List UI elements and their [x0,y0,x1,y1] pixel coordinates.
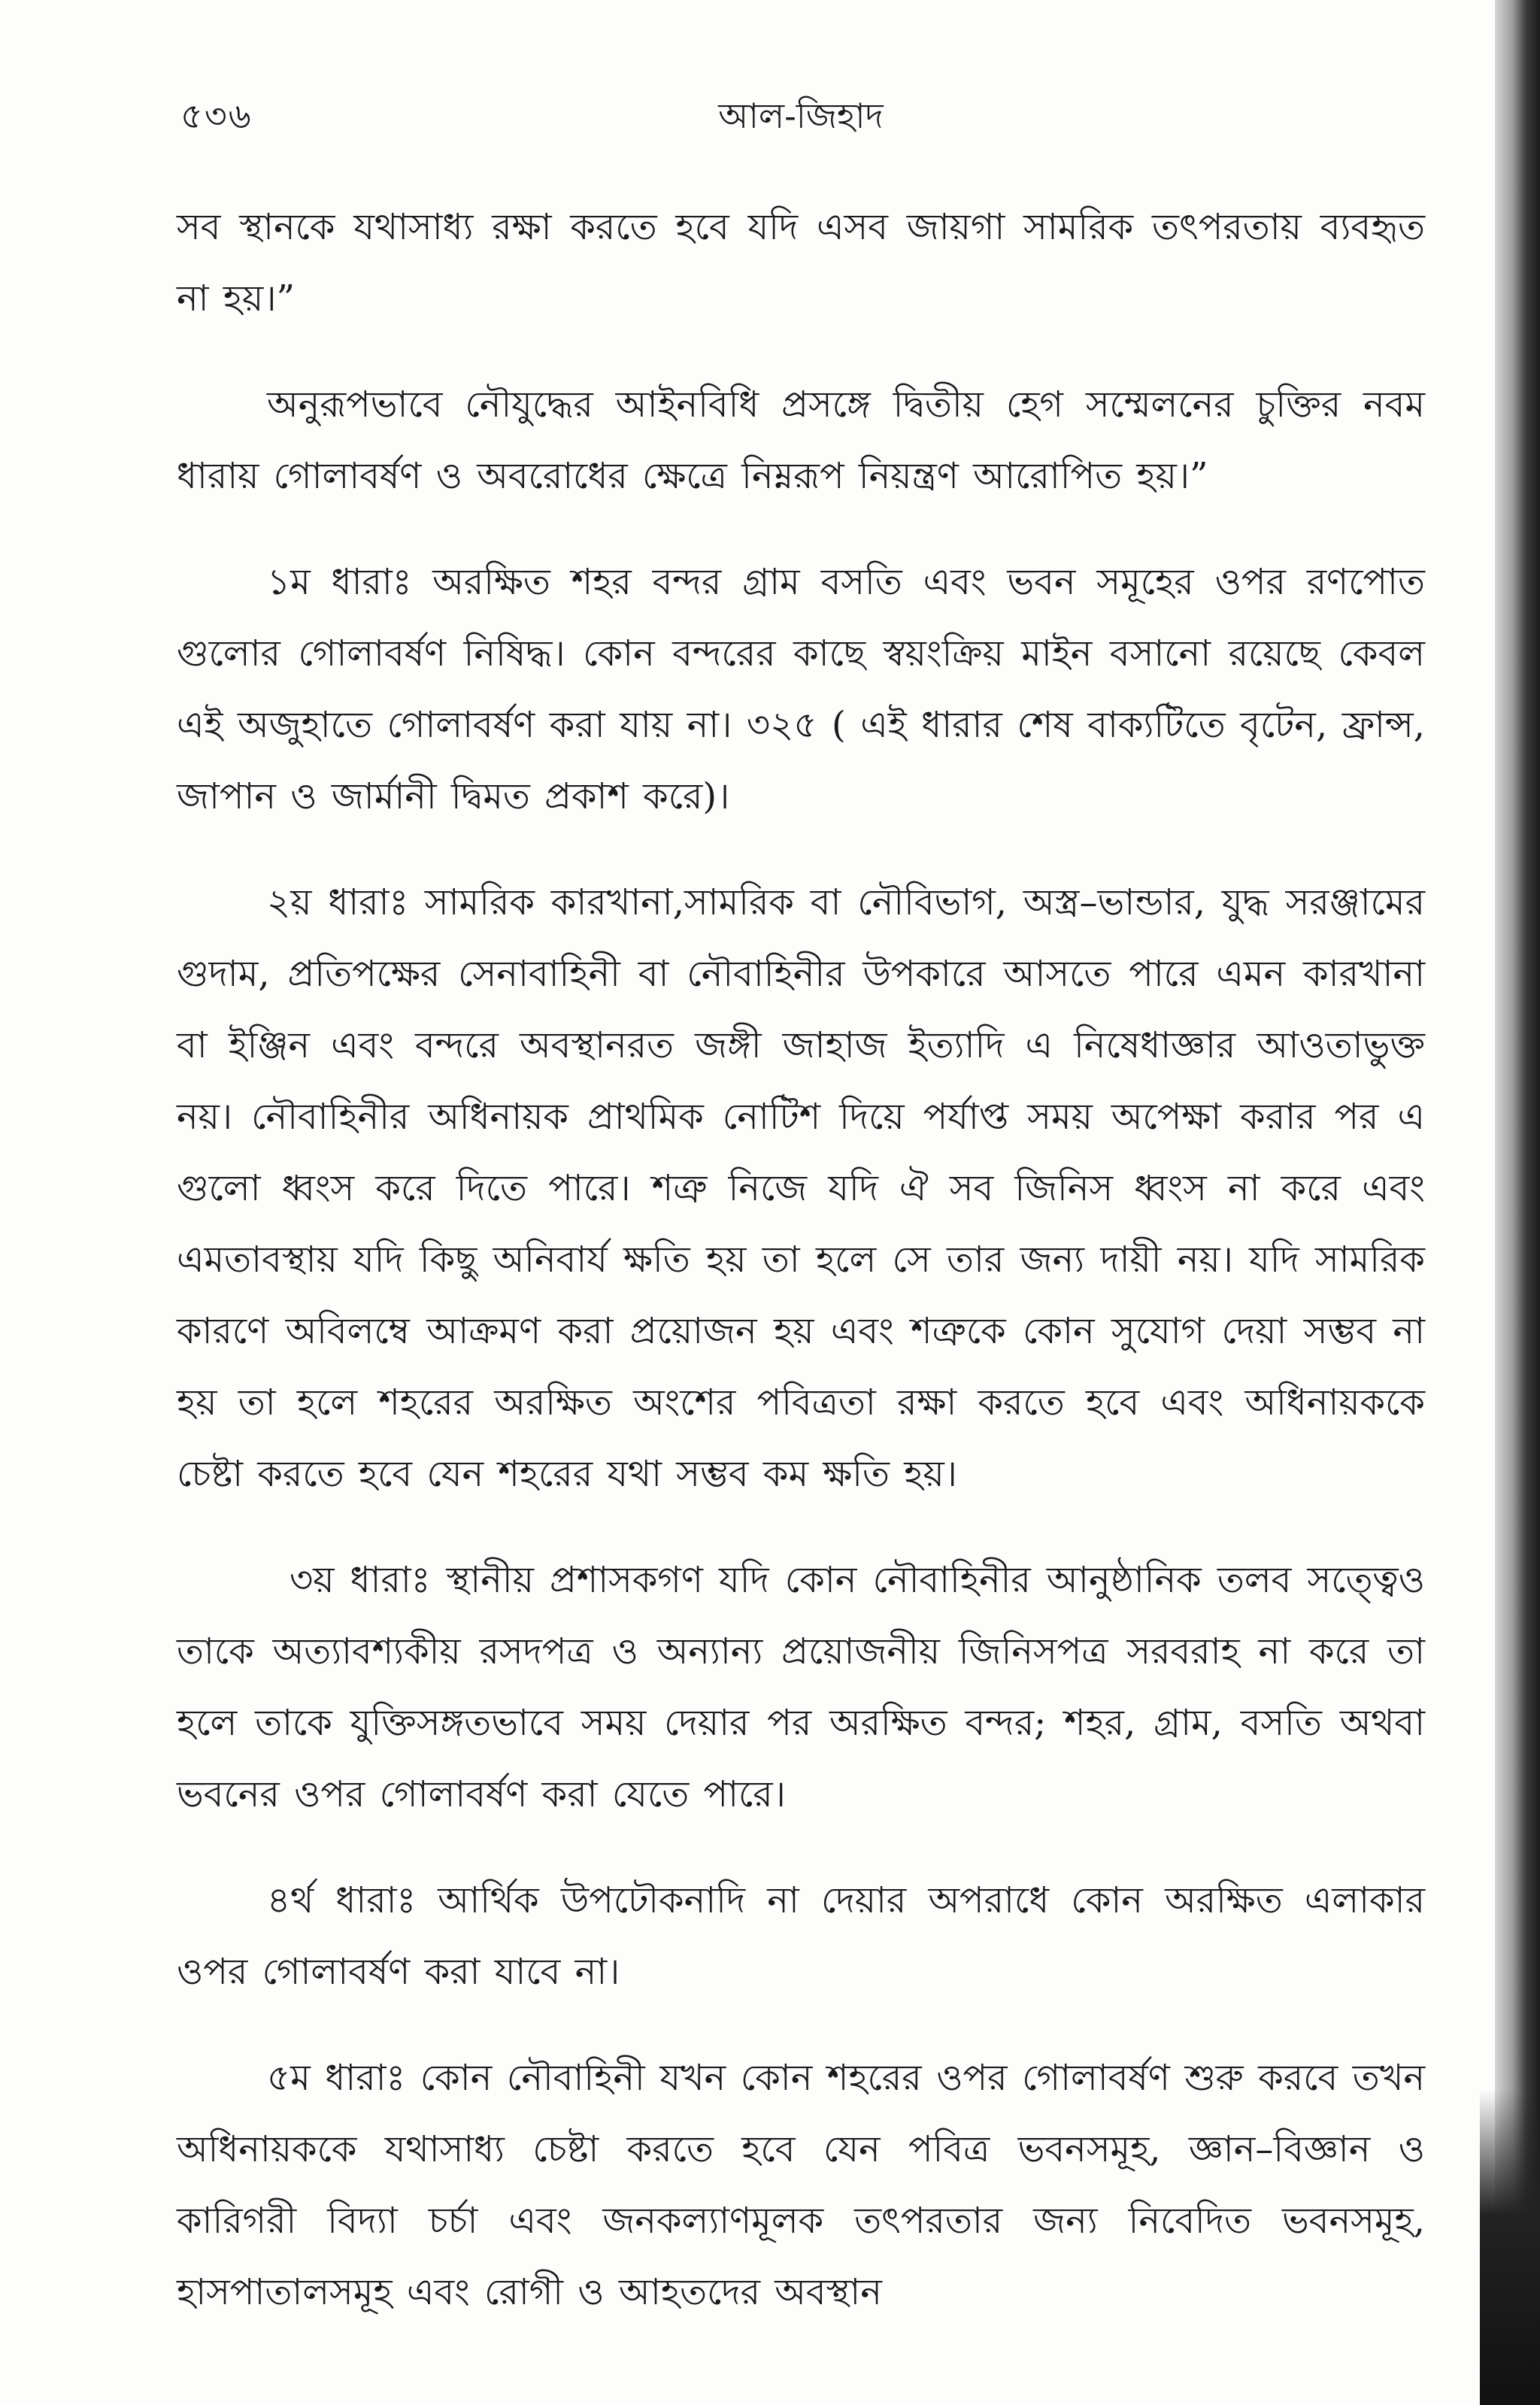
paragraph-article-3: ৩য় ধারাঃ স্থানীয় প্রশাসকগণ যদি কোন নৌবাহিনীর আনুষ্ঠানিক তলব সত্ত্বেও তাকে অত্যাবশ্যকীয় রসদপত্র ও অন্যান্য প্রয়োজনীয় জিনিসপত্র সরবরাহ না করে তা হলে তাকে যুক্তিসঙ্গতভাবে সময় দেয়ার পর অরক্ষিত বন্দর; শহর, গ্রাম, বসতি অথবা ভবনের ওপর গোলাবর্ষণ করা যেতে পারে। [177,1559,1425,1815]
paragraph-quote-end: সব স্থানকে যথাসাধ্য রক্ষা করতে হবে যদি এসব জায়গা সামরিক তৎপরতায় ব্যবহৃত না হয়।” [177,206,1425,320]
page-binding-edge [1495,0,1540,2405]
paragraph-article-4: ৪র্থ ধারাঃ আর্থিক উপঢৌকনাদি না দেয়ার অপরাধে কোন অরক্ষিত এলাকার ওপর গোলাবর্ষণ করা যাবে না। [177,1879,1425,1993]
paragraph-article-2: ২য় ধারাঃ সামরিক কারখানা,সামরিক বা নৌবিভাগ, অস্ত্র–ভান্ডার, যুদ্ধ সরঞ্জামের গুদাম, প্রতিপক্ষের সেনাবাহিনী বা নৌবাহিনীর উপকারে আসতে পারে এমন কারখানা বা ইঞ্জিন এবং বন্দরে অবস্থানরত জঙ্গী জাহাজ ইত্যাদি এ নিষেধাজ্ঞার আওতাভুক্ত নয়। নৌবাহিনীর অধিনায়ক প্রাথমিক নোটিশ দিয়ে পর্যাপ্ত সময় অপেক্ষা করার পর এ গুলো ধ্বংস করে দিতে পারে। শত্রু নিজে যদি ঐ সব জিনিস ধ্বংস না করে এবং এমতাবস্থায় যদি কিছু অনিবার্য ক্ষতি হয় তা হলে সে তার জন্য দায়ী নয়। যদি সামরিক কারণে অবিলম্বে আক্রমণ করা প্রয়োজন হয় এবং শত্রুকে কোন সুযোগ দেয়া সম্ভব না হয় তা হলে শহরের অরক্ষিত অংশের পবিত্রতা রক্ষা করতে হবে এবং অধিনায়ককে চেষ্টা করতে হবে যেন শহরের যথা সম্ভব কম ক্ষতি হয়। [177,881,1426,1495]
page-number: ৫৩৬ [180,96,253,136]
paragraph-intro: অনুরূপভাবে নৌযুদ্ধের আইনবিধি প্রসঙ্গে দ্বিতীয় হেগ সম্মেলনের চুক্তির নবম ধারায় গোলাবর্ষণ ও অবরোধের ক্ষেত্রে নিম্নরূপ নিয়ন্ত্রণ আরোপিত হয়।” [177,384,1425,497]
paragraph-article-5: ৫ম ধারাঃ কোন নৌবাহিনী যখন কোন শহরের ওপর গোলাবর্ষণ শুরু করবে তখন অধিনায়ককে যথাসাধ্য চেষ্টা করতে হবে যেন পবিত্র ভবনসমূহ, জ্ঞান–বিজ্ঞান ও কারিগরী বিদ্যা চর্চা এবং জনকল্যাণমূলক তৎপরতার জন্য নিবেদিত ভবনসমূহ, হাসপাতালসমূহ এবং রোগী ও আহতদের অবস্থান [177,2057,1425,2313]
page-binding-shadow [1480,2089,1540,2405]
paragraph-article-1: ১ম ধারাঃ অরক্ষিত শহর বন্দর গ্রাম বসতি এবং ভবন সমূহের ওপর রণপোত গুলোর গোলাবর্ষণ নিষিদ্ধ। কোন বন্দরের কাছে স্বয়ংক্রিয় মাইন বসানো রয়েছে কেবল এই অজুহাতে গোলাবর্ষণ করা যায় না। ৩২৫ ( এই ধারার শেষ বাক্যটিতে বৃটেন, ফ্রান্স, জাপান ও জার্মানী দ্বিমত প্রকাশ করে)। [177,561,1425,817]
running-title: আল-জিহাদ [718,96,884,136]
page-body [177,192,1425,2363]
page-header [180,90,1421,158]
